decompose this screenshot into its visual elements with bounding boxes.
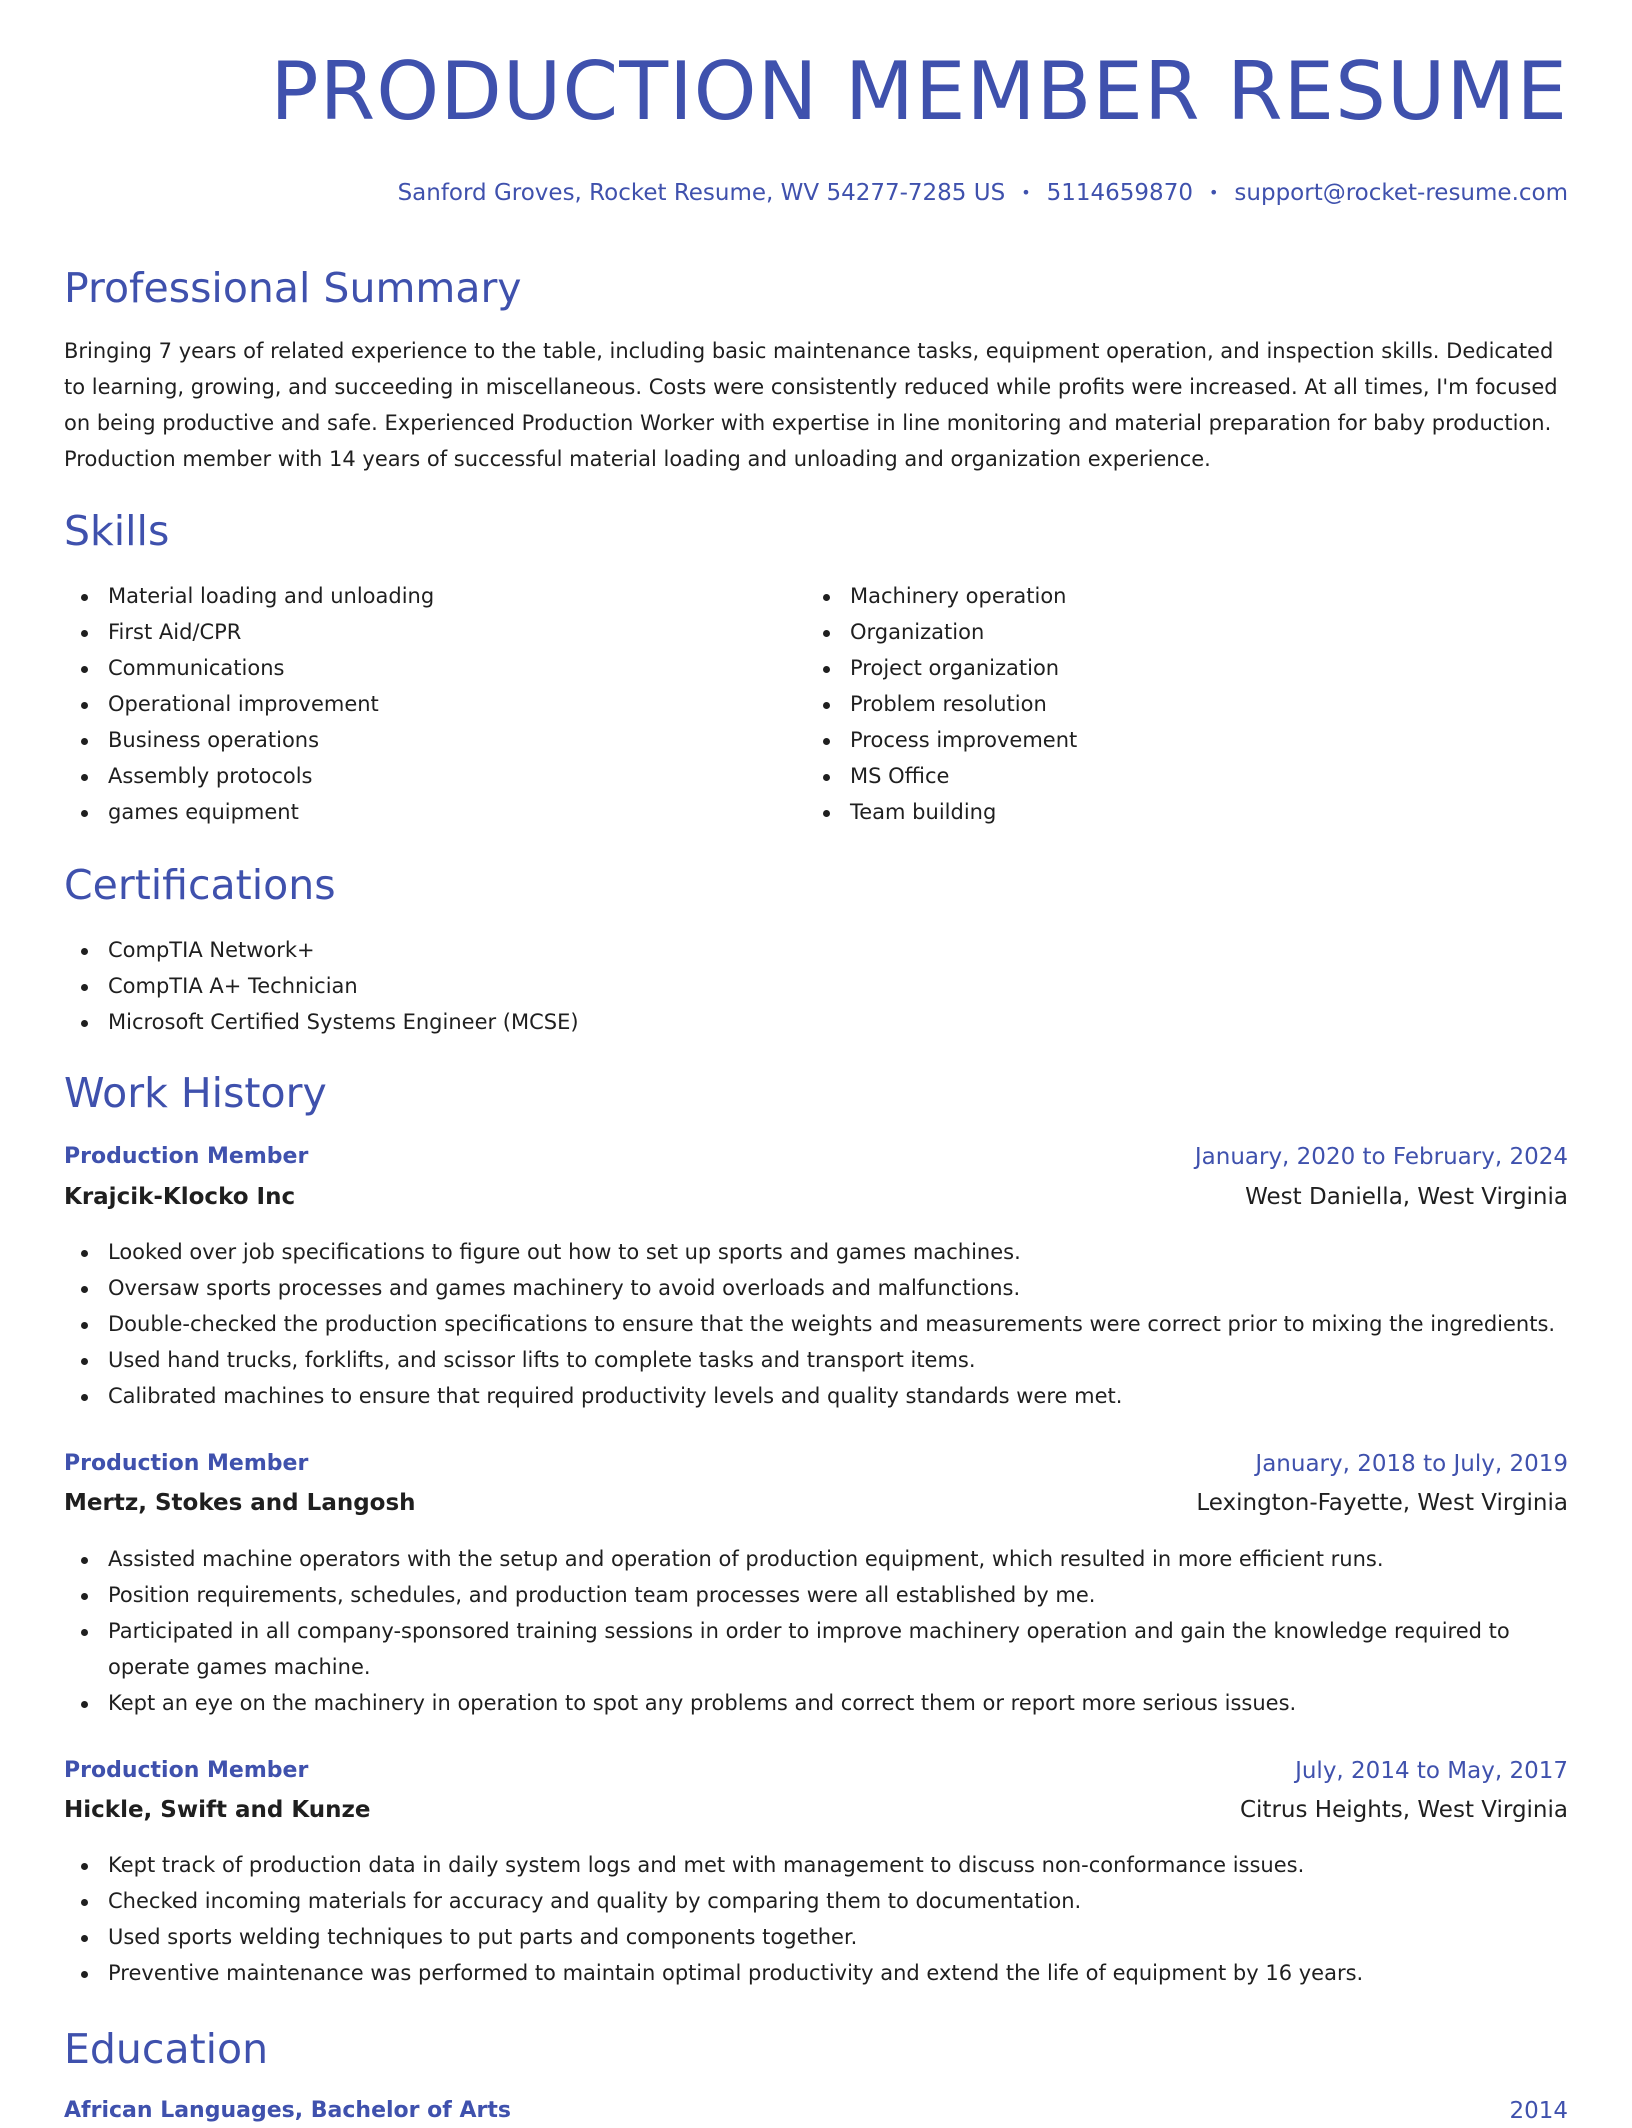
skill-item: Communications [64, 650, 764, 686]
summary-heading: Professional Summary [64, 264, 522, 312]
education-degree: African Languages, Bachelor of Arts [64, 2098, 511, 2123]
summary-line: Bringing 7 years of related experience to the table, including basic maintenance tasks, equipment operation, and inspection skills. Dedicated [64, 339, 1554, 363]
contact-email: support@rocket-resume.com [1234, 180, 1568, 206]
certification-item: CompTIA Network+ [64, 932, 1568, 968]
skill-item: Business operations [64, 722, 764, 758]
job-title: Production Member [64, 1144, 309, 1169]
job-title: Production Member [64, 1451, 309, 1476]
job-title-row [64, 1758, 1568, 1788]
skill-item: Team building [806, 794, 1506, 830]
skill-item: Organization [806, 614, 1506, 650]
contact-info [398, 180, 1568, 206]
job-dates: January, 2020 to February, 2024 [1194, 1144, 1568, 1170]
job-bullets [64, 1234, 1568, 1414]
job-title: Production Member [64, 1758, 309, 1783]
job-title-row [64, 1144, 1568, 1174]
certifications-heading: Certifications [64, 861, 336, 909]
skills-list-left [64, 578, 764, 830]
job-bullet: Double-checked the production specifications to ensure that the weights and measurements were correct prior to mixing the ingredients. [64, 1306, 1568, 1342]
job-company-row [64, 1490, 1568, 1520]
education-heading: Education [64, 2025, 269, 2073]
education-row [64, 2098, 1568, 2128]
job-location: Lexington-Fayette, West Virginia [1196, 1490, 1568, 1516]
skill-item: Material loading and unloading [64, 578, 764, 614]
contact-separator: • [1208, 183, 1219, 202]
certification-item: CompTIA A+ Technician [64, 968, 1568, 1004]
job-bullet: Looked over job specifications to figure out how to set up sports and games machines. [64, 1234, 1568, 1270]
contact-separator: • [1021, 183, 1031, 202]
page-title: PRODUCTION MEMBER RESUME [270, 45, 1568, 138]
summary-text [64, 333, 1568, 477]
job-bullet: Assisted machine operators with the setup and operation of production equipment, which resulted in more efficient runs. [64, 1541, 1568, 1577]
skill-item: Problem resolution [806, 686, 1506, 722]
job-dates: July, 2014 to May, 2017 [1295, 1758, 1568, 1784]
skills-heading: Skills [64, 507, 170, 555]
job-location: West Daniella, West Virginia [1245, 1184, 1568, 1210]
skill-item: Process improvement [806, 722, 1506, 758]
job-bullets [64, 1541, 1568, 1721]
job-bullet: Used hand trucks, forklifts, and scissor lifts to complete tasks and transport items. [64, 1342, 1568, 1378]
job-bullets [64, 1847, 1568, 1991]
job-bullet: Checked incoming materials for accuracy and quality by comparing them to documentation. [64, 1883, 1568, 1919]
certifications-list [64, 932, 1568, 1040]
job-bullet: Kept an eye on the machinery in operation to spot any problems and correct them or report more serious issues. [64, 1685, 1568, 1721]
contact-phone: 5114659870 [1046, 180, 1193, 206]
skill-item: MS Office [806, 758, 1506, 794]
job-bullet: Kept track of production data in daily system logs and met with management to discuss non-conformance issues. [64, 1847, 1568, 1883]
job-bullet: Preventive maintenance was performed to maintain optimal productivity and extend the life of equipment by 16 years. [64, 1955, 1568, 1991]
summary-line: to learning, growing, and succeeding in miscellaneous. Costs were consistently reduced while profits were increased. At all times, I'm focused [64, 375, 1558, 399]
skill-item: Machinery operation [806, 578, 1506, 614]
job-bullet: Used sports welding techniques to put parts and components together. [64, 1919, 1568, 1955]
skill-item: Assembly protocols [64, 758, 764, 794]
job-bullet: Calibrated machines to ensure that required productivity levels and quality standards were met. [64, 1378, 1568, 1414]
job-company-row [64, 1184, 1568, 1214]
certification-item: Microsoft Certified Systems Engineer (MCSE) [64, 1004, 1568, 1040]
job-bullet: Position requirements, schedules, and production team processes were all established by me. [64, 1577, 1568, 1613]
job-company: Hickle, Swift and Kunze [64, 1797, 371, 1823]
skill-item: Operational improvement [64, 686, 764, 722]
job-bullet [64, 1613, 1568, 1685]
job-company-row [64, 1797, 1568, 1827]
work-history-heading: Work History [64, 1069, 327, 1117]
job-location: Citrus Heights, West Virginia [1239, 1797, 1568, 1823]
job-company: Krajcik-Klocko Inc [64, 1184, 296, 1210]
education-year: 2014 [1509, 2098, 1568, 2124]
job-title-row [64, 1451, 1568, 1481]
skills-list-right [806, 578, 1506, 830]
job-dates: January, 2018 to July, 2019 [1255, 1451, 1568, 1477]
skill-item: Project organization [806, 650, 1506, 686]
job-bullet-continuation: operate games machine. [108, 1655, 371, 1679]
skill-item: games equipment [64, 794, 764, 830]
summary-line: Production member with 14 years of successful material loading and unloading and organization experience. [64, 447, 1211, 471]
job-company: Mertz, Stokes and Langosh [64, 1490, 416, 1516]
job-bullet-text: Participated in all company-sponsored training sessions in order to improve machinery operation and gain the knowledge required to [108, 1619, 1510, 1643]
contact-address: Sanford Groves, Rocket Resume, WV 54277-7285 US [397, 180, 1006, 206]
skill-item: First Aid/CPR [64, 614, 764, 650]
summary-line: on being productive and safe. Experienced Production Worker with expertise in line monitoring and material preparation for baby production. [64, 411, 1552, 435]
job-bullet: Oversaw sports processes and games machinery to avoid overloads and malfunctions. [64, 1270, 1568, 1306]
